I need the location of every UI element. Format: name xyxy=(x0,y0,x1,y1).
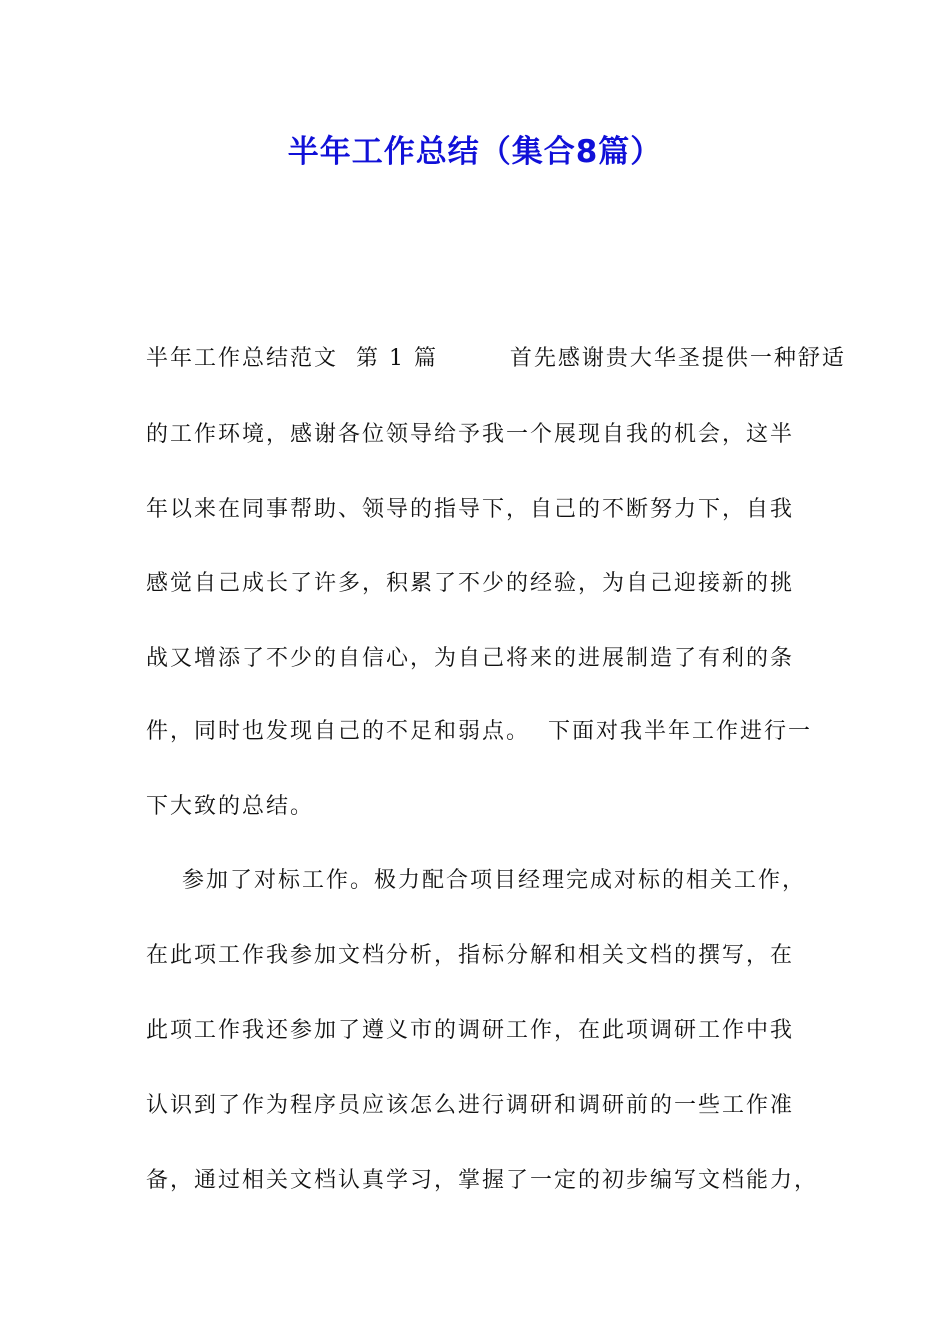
body-line: 感觉自己成长了许多，积累了不少的经验，为自己迎接新的挑 xyxy=(146,571,795,596)
body-line: 半年工作总结范文 第 1 篇 首先感谢贵大华圣提供一种舒适 xyxy=(146,346,846,371)
body-line: 战又增添了不少的自信心，为自己将来的进展制造了有利的条 xyxy=(146,646,795,671)
body-line: 件，同时也发现自己的不足和弱点。 下面对我半年工作进行一 xyxy=(146,719,812,744)
body-line: 备，通过相关文档认真学习，掌握了一定的初步编写文档能力， xyxy=(146,1168,819,1193)
body-line: 参加了对标工作。极力配合项目经理完成对标的相关工作， xyxy=(146,868,806,893)
body-line: 在此项工作我参加文档分析，指标分解和相关文档的撰写，在 xyxy=(146,943,795,968)
body-line: 下大致的总结。 xyxy=(146,794,315,819)
body-line: 年以来在同事帮助、领导的指导下，自己的不断努力下，自我 xyxy=(146,497,795,522)
body-line: 的工作环境，感谢各位领导给予我一个展现自我的机会，这半 xyxy=(146,422,795,447)
body-line: 此项工作我还参加了遵义市的调研工作，在此项调研工作中我 xyxy=(146,1018,795,1043)
document-title: 半年工作总结（集合8篇） xyxy=(287,134,663,170)
body-line: 认识到了作为程序员应该怎么进行调研和调研前的一些工作准 xyxy=(146,1093,795,1118)
